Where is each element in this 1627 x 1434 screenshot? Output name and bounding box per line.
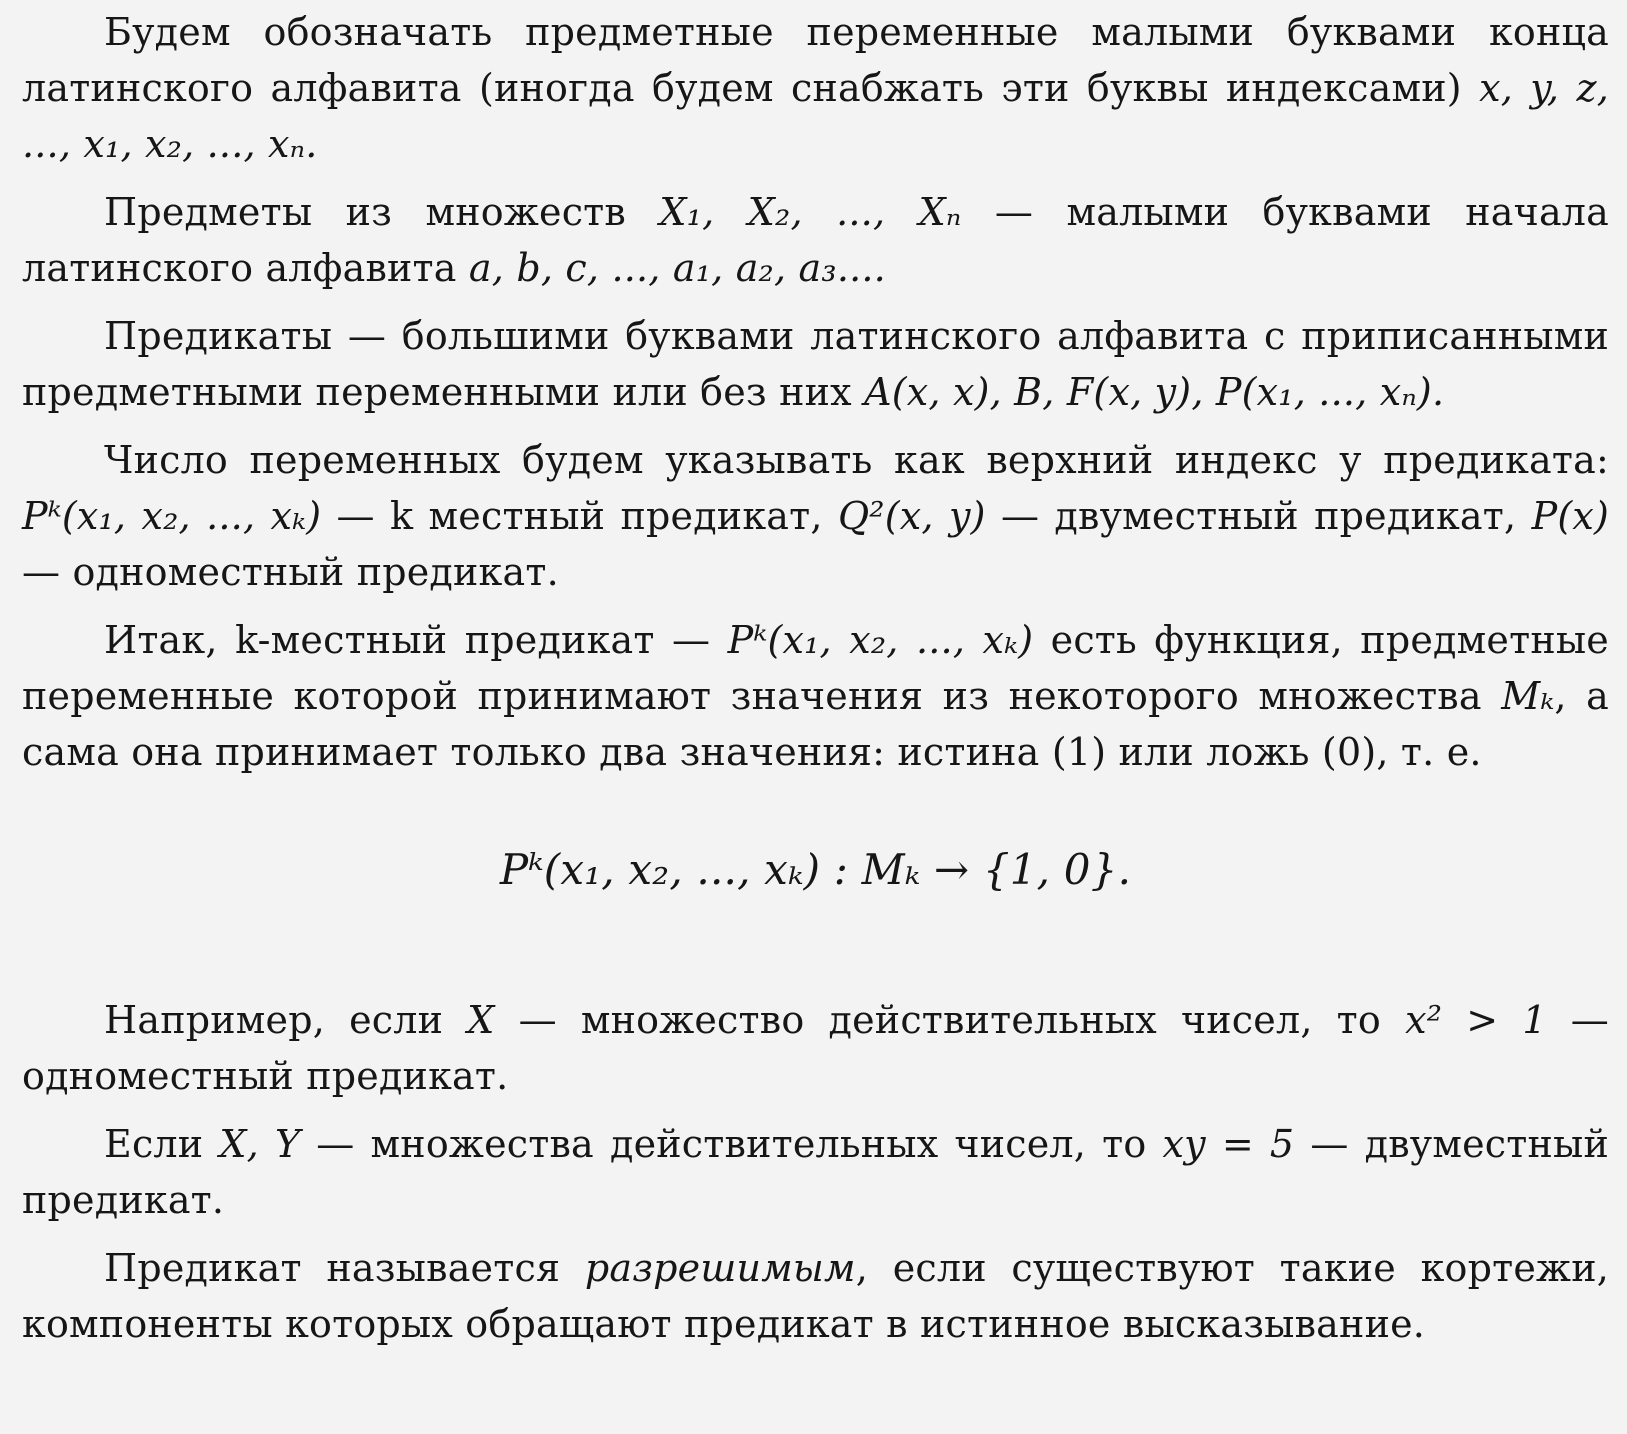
paragraph-text: есть функция, предметные переменные которой принимают значения из некоторого множества bbox=[22, 618, 1609, 718]
paragraph-text: — малыми буквами начала латинского алфавита bbox=[22, 190, 1610, 290]
paragraph-text: Будем обозначать предметные переменные малыми буквами конца латинского алфавита (иногда будем снабжать эти буквы индексами) bbox=[22, 10, 1609, 110]
paragraph-text: Число переменных будем указывать как верхний индекс у предиката: bbox=[104, 438, 1609, 482]
math-expression: x² > 1 bbox=[1405, 998, 1547, 1042]
paragraph-text: , если существуют такие кортежи, компоненты которых обращают предикат в истинное высказывание. bbox=[22, 1246, 1609, 1346]
paragraph-text: Например, если bbox=[104, 998, 444, 1042]
math-expression: xy = 5 bbox=[1162, 1122, 1295, 1166]
math-expression: X, Y bbox=[219, 1122, 301, 1166]
paragraph-text: , а сама она принимает только два значения: истина (1) или ложь (0), т. е. bbox=[22, 674, 1609, 774]
paragraph-example-two bbox=[22, 1116, 1609, 1228]
paragraph-variables bbox=[22, 4, 1609, 172]
paragraph-text: Предикат называется bbox=[104, 1246, 561, 1290]
paragraph-text: — k местный предикат, bbox=[336, 494, 823, 538]
paragraph-decidable bbox=[22, 1240, 1609, 1352]
paragraph-definition bbox=[22, 612, 1609, 780]
paragraph-text: Предметы из множеств bbox=[104, 190, 627, 234]
math-expression: x, y, z, ..., x₁, x₂, ..., xₙ. bbox=[22, 66, 1609, 166]
math-expression: X₁, X₂, ..., Xₙ bbox=[659, 190, 962, 234]
paragraph-text: — множества действительных чисел, то bbox=[316, 1122, 1147, 1166]
emphasized-term: разрешимым bbox=[584, 1246, 856, 1290]
paragraph-text: — двуместный предикат, bbox=[1000, 494, 1517, 538]
paragraph-objects bbox=[22, 184, 1609, 296]
math-expression: Mₖ bbox=[1501, 674, 1555, 718]
paragraph-text: — одноместный предикат. bbox=[22, 998, 1609, 1098]
paragraph-text: Предикаты — большими буквами латинского алфавита с приписанными предметными переменными или без них bbox=[22, 314, 1609, 414]
paragraph-text: — одноместный предикат. bbox=[22, 550, 559, 594]
paragraph-example-one bbox=[22, 992, 1609, 1104]
paragraph-predicates bbox=[22, 308, 1609, 420]
paragraph-text: k-местный предикат — bbox=[235, 618, 711, 662]
math-expression: A(x, x), B, F(x, y), P(x₁, ..., xₙ). bbox=[864, 370, 1445, 414]
paragraph-arity bbox=[22, 432, 1609, 600]
math-expression: Pᵏ(x₁, x₂, ..., xₖ) bbox=[727, 618, 1034, 662]
math-expression: a, b, c, ..., a₁, a₂, a₃.... bbox=[468, 246, 886, 290]
paragraph-text: — двуместный предикат. bbox=[22, 1122, 1610, 1222]
paragraph-text: — множество действительных чисел, то bbox=[518, 998, 1381, 1042]
paragraph-text: Если bbox=[104, 1122, 204, 1166]
paragraph-text: Итак, bbox=[104, 618, 218, 662]
display-formula: Pᵏ(x₁, x₂, ..., xₖ) : Mₖ → {1, 0}. bbox=[499, 845, 1132, 894]
math-expression: Q²(x, y) bbox=[837, 494, 986, 538]
math-expression: X bbox=[467, 998, 495, 1042]
math-expression: P(x) bbox=[1531, 494, 1610, 538]
math-expression: Pᵏ(x₁, x₂, ..., xₖ) bbox=[22, 494, 322, 538]
